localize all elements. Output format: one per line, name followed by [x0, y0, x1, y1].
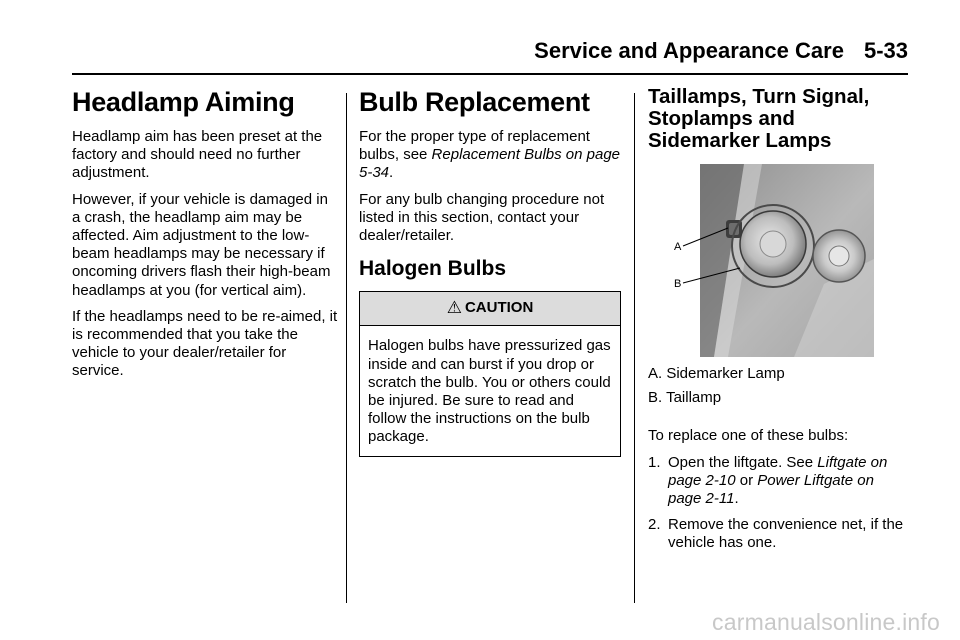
caution-body: Halogen bulbs have pressurized gas inside and can burst if you drop or scratch the bulb. You or others could be injured. Be sure to read and follow the instructions on the bulb package. — [368, 337, 611, 446]
page-number: 5-33 — [863, 38, 908, 63]
column-headlamp-aiming — [72, 86, 338, 389]
column-divider-right — [634, 93, 635, 603]
column-bulb-replacement — [359, 86, 625, 457]
warning-triangle-icon: ⚠ — [446, 298, 462, 318]
photo-legend — [648, 365, 910, 407]
taillamp-photo — [674, 164, 874, 357]
heading-taillamps: Taillamps, Turn Signal, Stoplamps and Sidemarker Lamps — [648, 85, 870, 152]
section-title: Service and Appearance Care — [534, 38, 844, 63]
callout-a: A — [674, 241, 682, 253]
link-liftgate[interactable]: Liftgate on page 2-10 — [668, 453, 888, 489]
heading-headlamp-aiming: Headlamp Aiming — [72, 87, 295, 117]
callout-b: B — [674, 278, 682, 290]
paragraph: For the proper type of replacement bulbs, see Replacement Bulbs on page 5-34. — [359, 128, 621, 182]
list-item: 1. Open the liftgate. See Liftgate on page 2-10 or Power Liftgate on page 2-11. — [648, 453, 888, 508]
paragraph: For any bulb changing procedure not listed in this section, contact your dealer/retailer. — [359, 190, 605, 245]
paragraph: To replace one of these bulbs: — [648, 427, 849, 445]
caution-header — [360, 292, 620, 326]
paragraph: If the headlamps need to be re-aimed, it is recommended that you take the vehicle to your dealer/retailer for service. — [72, 307, 338, 380]
paragraph: However, if your vehicle is damaged in a crash, the headlamp aim may be affected. Aim adjustment to the low-beam headlamps may be necessary if oncoming drivers flash their high-beam headlamps at you (for vertical aim). — [72, 190, 331, 299]
header-rule — [72, 73, 908, 75]
list-item: 2. Remove the convenience net, if the vehicle has one. — [648, 516, 904, 552]
running-header — [0, 38, 908, 64]
steps-list — [648, 454, 910, 553]
column-taillamps — [648, 86, 910, 561]
paragraph: Headlamp aim has been preset at the factory and should need no further adjustment. — [72, 128, 323, 182]
caution-box — [359, 291, 621, 456]
taillamp-illustration — [674, 164, 874, 357]
heading-halogen-bulbs: Halogen Bulbs — [359, 257, 507, 281]
watermark: carmanualsonline.info — [712, 609, 940, 635]
heading-bulb-replacement: Bulb Replacement — [359, 87, 590, 117]
legend-item: A. Sidemarker Lamp — [648, 365, 785, 382]
column-divider-left — [346, 93, 347, 603]
link-replacement-bulbs[interactable]: Replacement Bulbs on page 5-34 — [359, 146, 621, 182]
link-power-liftgate[interactable]: Power Liftgate on page 2-11 — [668, 471, 874, 508]
caution-title: CAUTION — [464, 299, 534, 317]
legend-item: B. Taillamp — [648, 389, 722, 407]
